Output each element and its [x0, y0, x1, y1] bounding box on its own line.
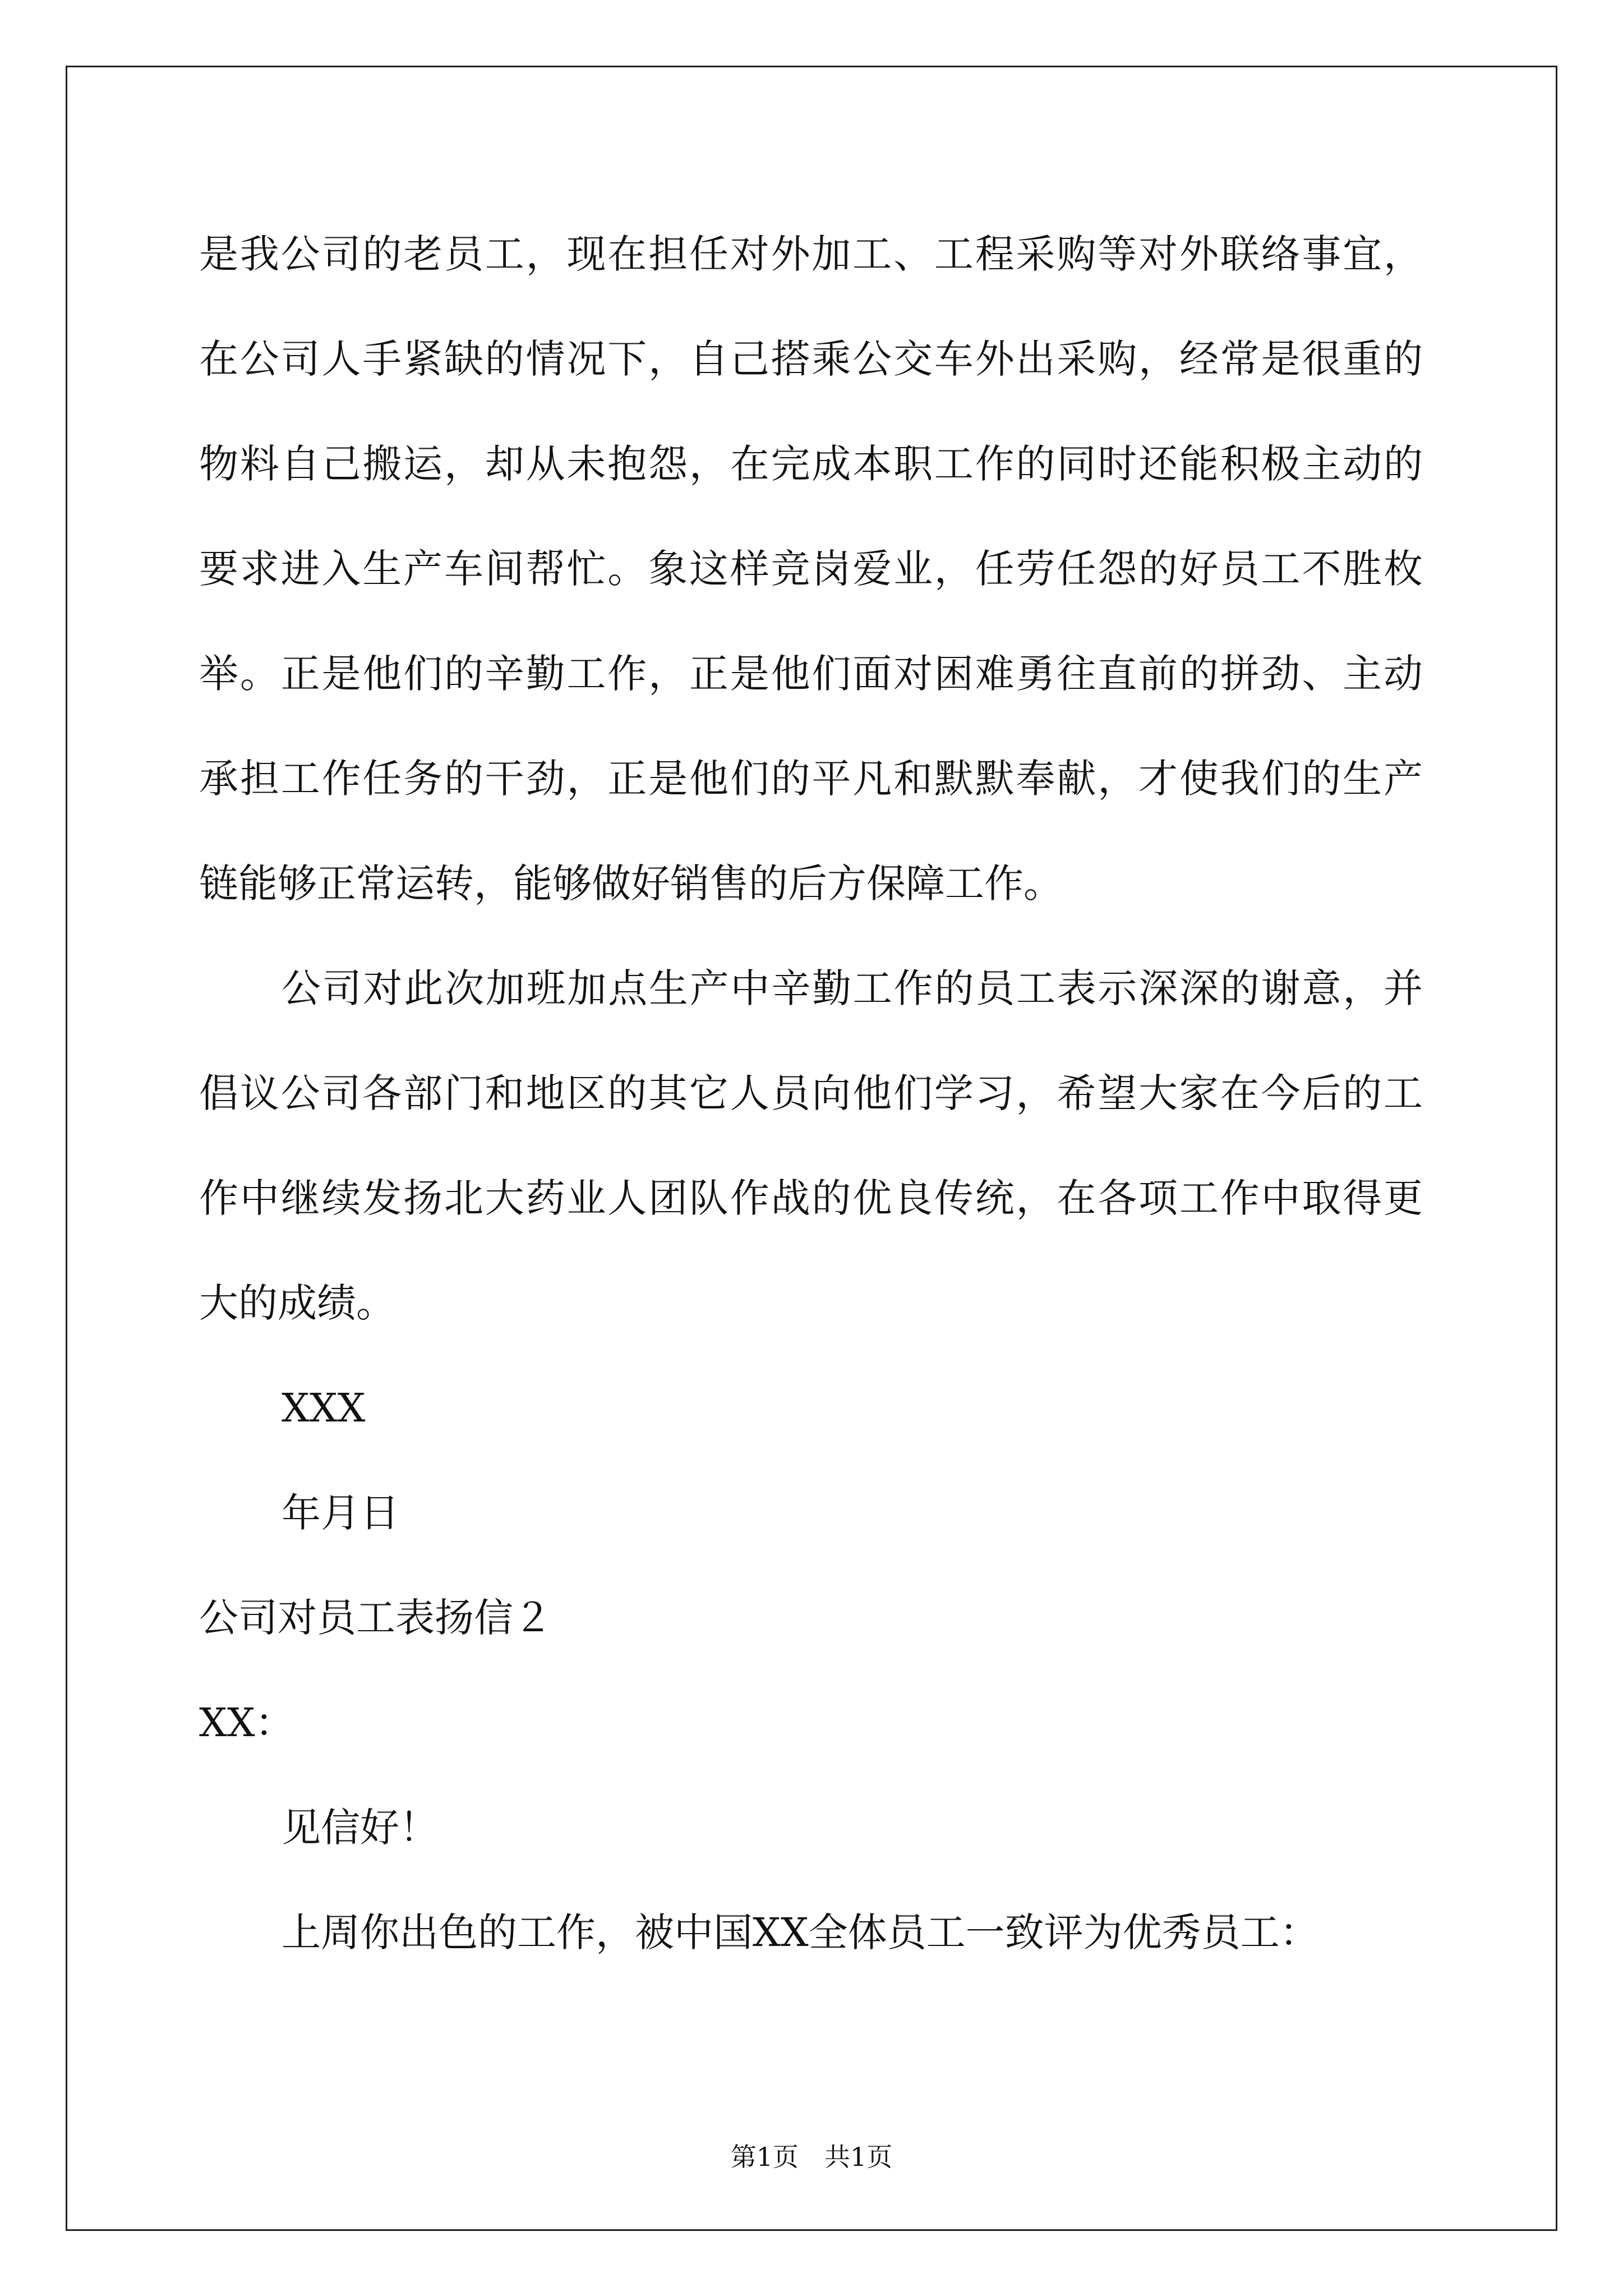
body-line-11: 大的成绩。	[199, 1280, 395, 1326]
salutation: XX：	[199, 1700, 294, 1746]
body-line-1: 是我公司的老员工，现在担任对外加工、工程采购等对外联络事宜，	[199, 231, 1423, 277]
body-line-6: 承担工作任务的干劲，正是他们的平凡和默默奉献，才使我们的生产	[199, 756, 1423, 802]
body-line-2: 在公司人手紧缺的情况下，自己搭乘公交车外出采购，经常是很重的	[199, 336, 1423, 382]
body-line-5: 举。正是他们的辛勤工作，正是他们面对困难勇往直前的拼劲、主动	[199, 651, 1423, 697]
body-line-9: 倡议公司各部门和地区的其它人员向他们学习，希望大家在今后的工	[199, 1070, 1423, 1116]
body-line-4: 要求进入生产车间帮忙。象这样竞岗爱业，任劳任怨的好员工不胜枚	[199, 546, 1423, 592]
signature-name: XXX	[282, 1385, 366, 1431]
page-border	[66, 66, 1557, 2231]
body-line-8: 公司对此次加班加点生产中辛勤工作的员工表示深深的谢意，并	[282, 965, 1423, 1011]
signature-date: 年月日	[282, 1490, 399, 1536]
page-number-footer: 第1页 共1页	[730, 2142, 893, 2172]
body-line-12: 上周你出色的工作，被中国XX全体员工一致评为优秀员工：	[282, 1910, 1319, 1955]
letter-title: 公司对员工表扬信２	[199, 1595, 552, 1641]
body-line-3: 物料自己搬运，却从未抱怨，在完成本职工作的同时还能积极主动的	[199, 441, 1423, 487]
body-line-10: 作中继续发扬北大药业人团队作战的优良传统，在各项工作中取得更	[199, 1175, 1423, 1221]
body-line-7: 链能够正常运转，能够做好销售的后方保障工作。	[199, 861, 1063, 907]
greeting-line: 见信好！	[282, 1805, 439, 1851]
